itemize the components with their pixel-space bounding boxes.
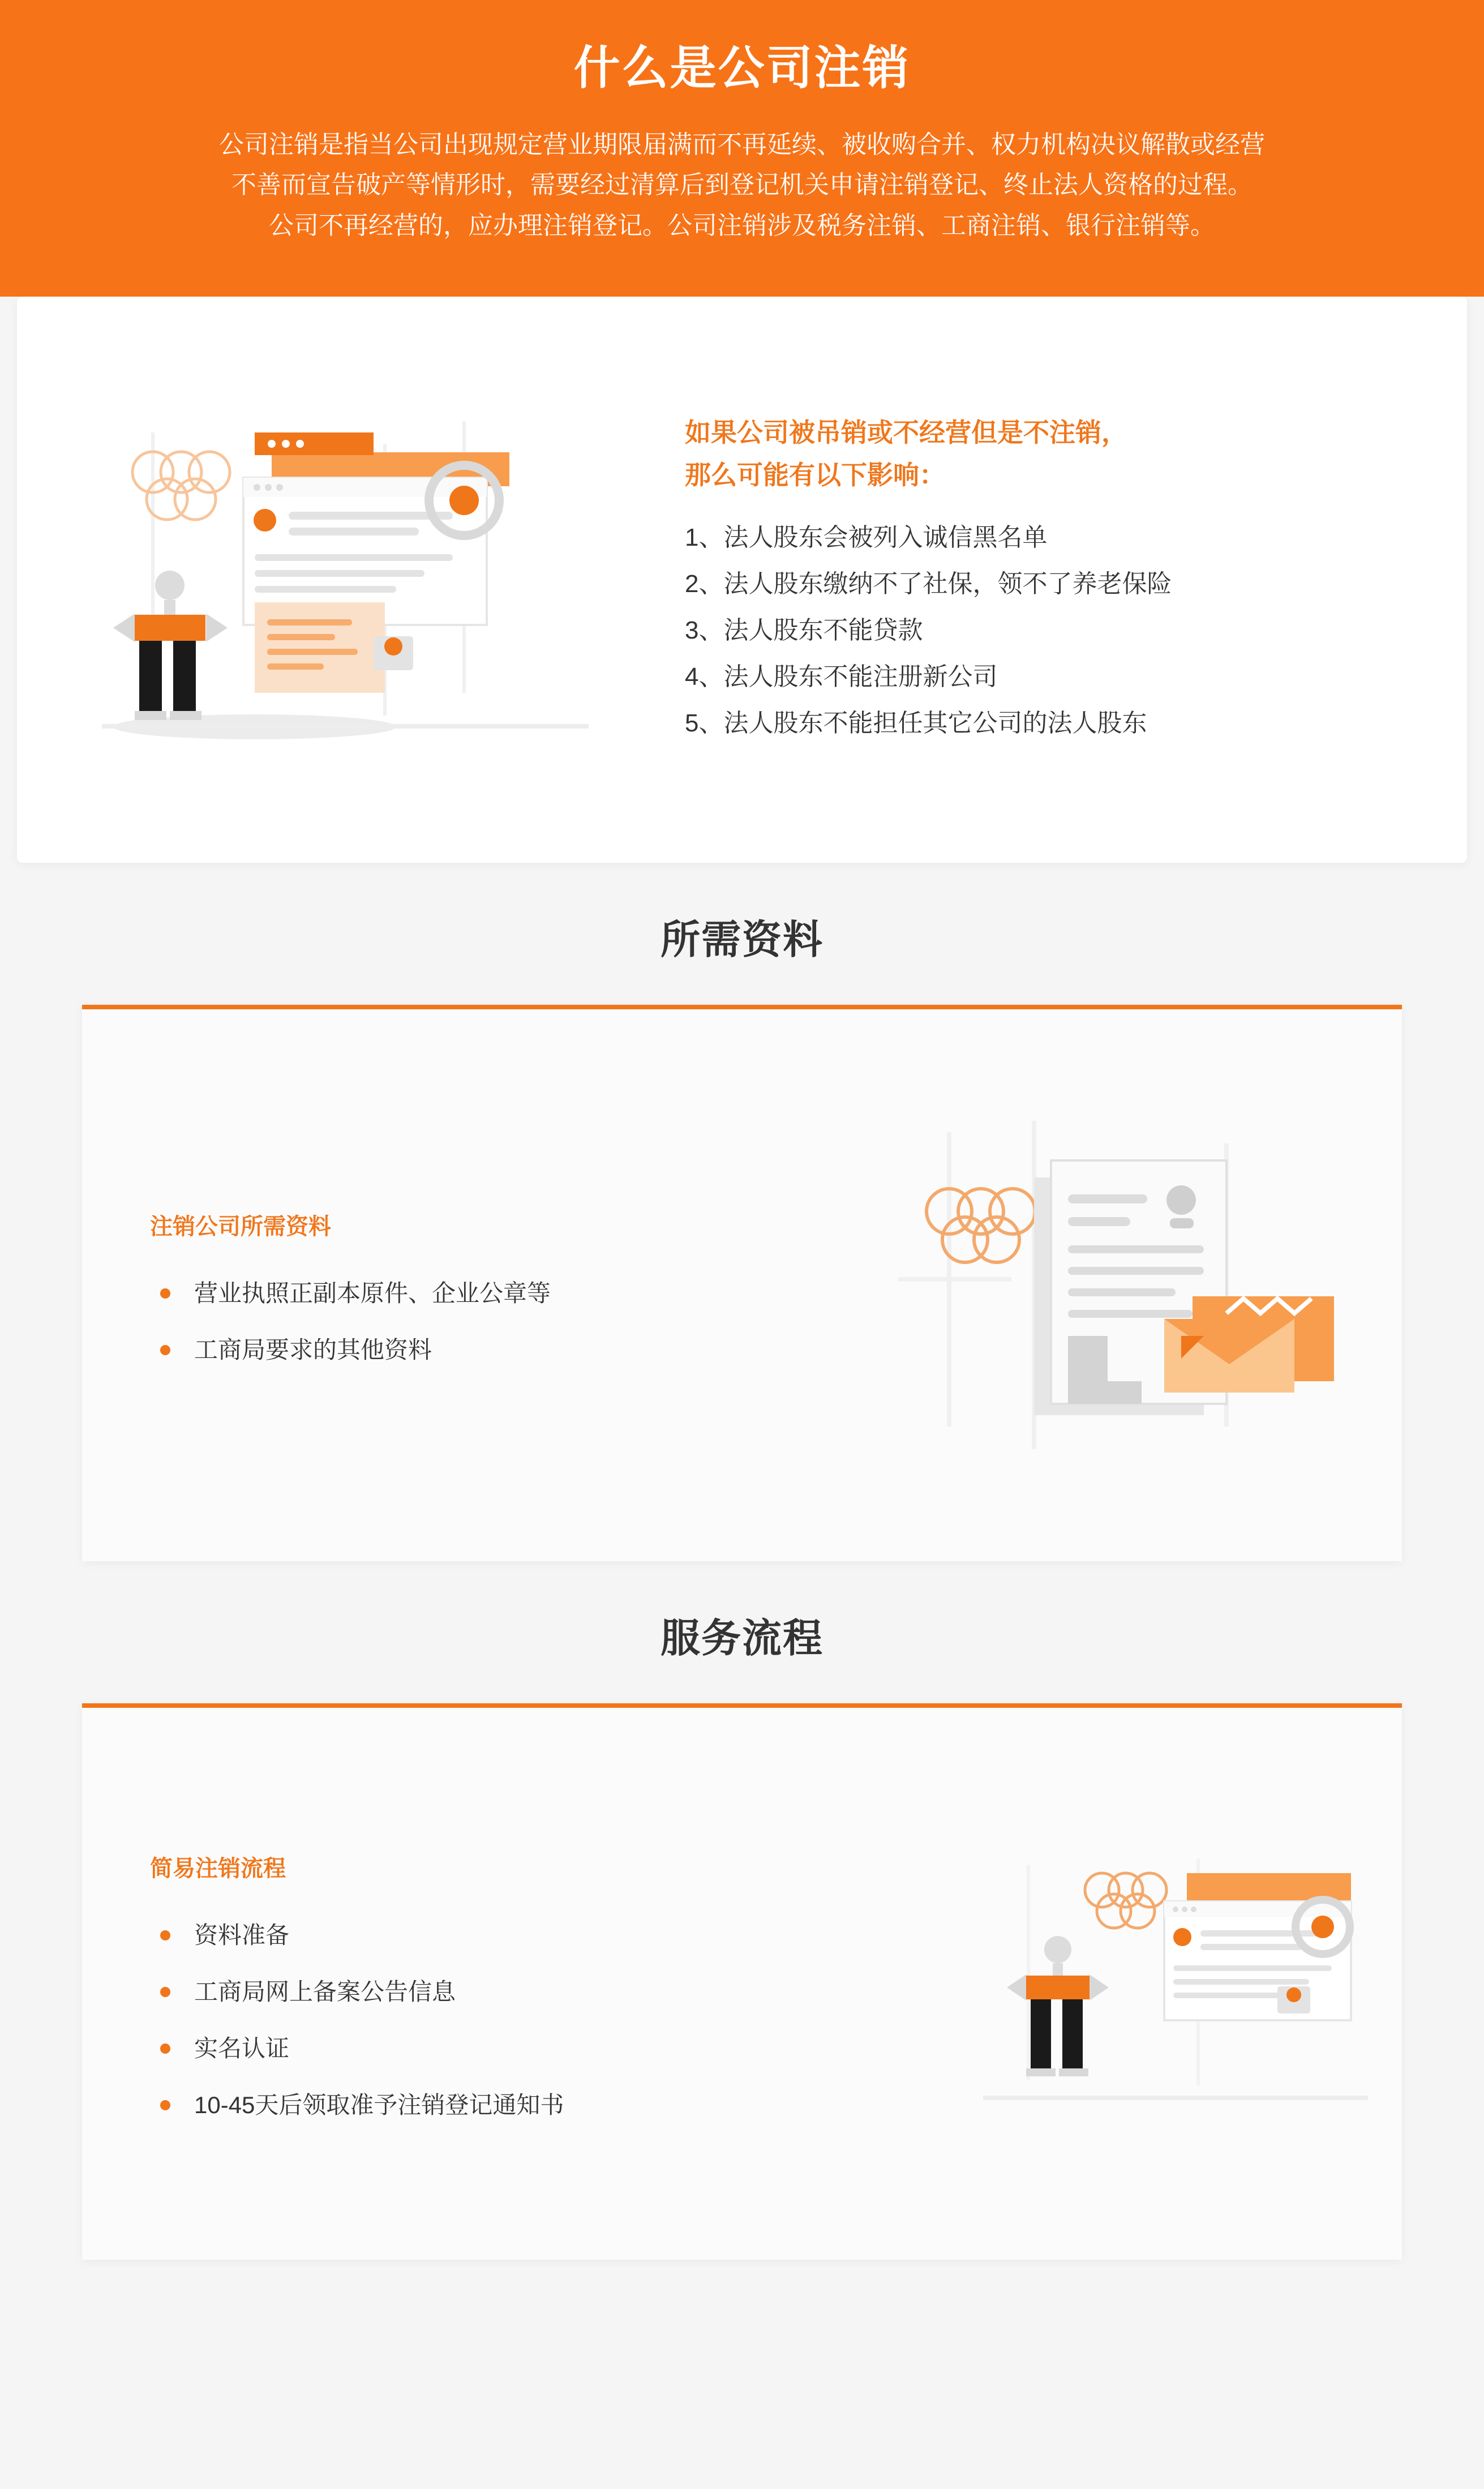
list-item: 2、法人股东缴纳不了社保，领不了养老保险 bbox=[685, 570, 1172, 598]
section-title-materials: 所需资料 bbox=[660, 917, 824, 962]
materials-text-block bbox=[82, 1209, 836, 1362]
list-item: 10-45天后领取准予注销登记通知书 bbox=[150, 2093, 949, 2117]
effects-illustration bbox=[17, 399, 685, 749]
list-item: 实名认证 bbox=[150, 2037, 949, 2060]
list-item: 工商局要求的其他资料 bbox=[150, 1338, 836, 1362]
materials-card bbox=[82, 1005, 1402, 1561]
effects-text-block bbox=[685, 412, 1467, 736]
list-item: 3、法人股东不能贷款 bbox=[685, 616, 923, 645]
process-text-block bbox=[82, 1850, 949, 2117]
materials-list bbox=[150, 1279, 836, 1363]
list-item: 工商局网上备案公告信息 bbox=[150, 1980, 949, 2004]
list-item: 4、法人股东不能注册新公司 bbox=[685, 663, 998, 691]
page-title: 什么是公司注销 bbox=[573, 42, 911, 94]
effects-card bbox=[17, 297, 1467, 863]
list-item: 5、法人股东不能担任其它公司的法人股东 bbox=[685, 709, 1147, 738]
effects-heading bbox=[685, 412, 1416, 496]
document-envelope-illustration bbox=[864, 1109, 1374, 1460]
hero-desc-line-1: 公司注销是指当公司出现规定营业期限届满而不再延续、被收购合并、权力机构决议解散或经营 bbox=[219, 131, 1265, 158]
process-list bbox=[150, 1923, 949, 2117]
effects-heading-line-1: 如果公司被吊销或不经营但是不注销， bbox=[685, 418, 1127, 448]
list-item: 1、法人股东会被列入诚信黑名单 bbox=[685, 524, 1048, 552]
effects-heading-line-2: 那么可能有以下影响： bbox=[685, 460, 945, 490]
person-browser-illustration-small bbox=[960, 1842, 1391, 2125]
effects-list bbox=[685, 525, 1416, 736]
hero-section bbox=[0, 0, 1484, 297]
process-illustration bbox=[949, 1842, 1402, 2125]
list-item: 资料准备 bbox=[150, 1923, 949, 1947]
hero-desc-line-3: 公司不再经营的，应办理注销登记。公司注销涉及税务注销、工商注销、银行注销等。 bbox=[269, 211, 1215, 239]
person-browser-illustration bbox=[68, 399, 634, 749]
materials-subtitle: 注销公司所需资料 bbox=[150, 1214, 331, 1239]
process-subtitle: 简易注销流程 bbox=[150, 1856, 286, 1881]
list-item: 营业执照正副本原件、企业公章等 bbox=[150, 1282, 836, 1305]
materials-illustration bbox=[836, 1109, 1402, 1460]
process-card bbox=[82, 1703, 1402, 2260]
hero-description bbox=[170, 125, 1314, 246]
section-title-process: 服务流程 bbox=[660, 1616, 824, 1660]
hero-desc-line-2: 不善而宣告破产等情形时，需要经过清算后到登记机关申请注销登记、终止法人资格的过程。 bbox=[231, 171, 1253, 199]
